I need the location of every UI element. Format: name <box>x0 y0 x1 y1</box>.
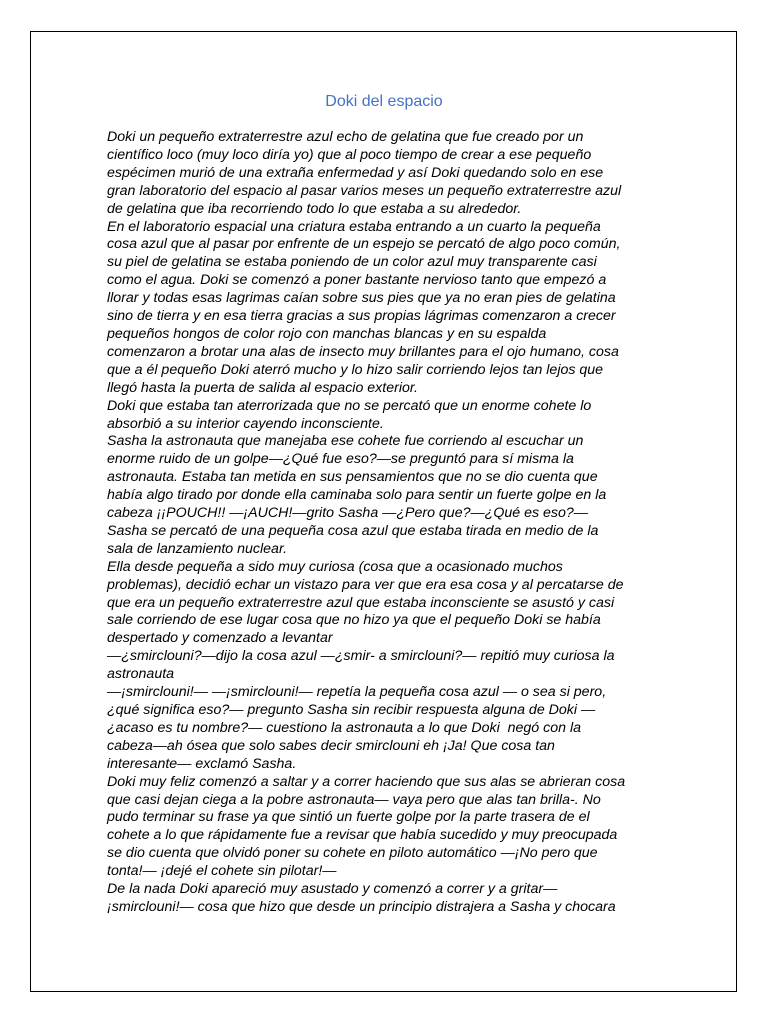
text-line: que casi dejan ciega a la pobre astronauta— vaya pero que alas tan brilla-. No <box>107 791 601 808</box>
text-line: interesante— exclamó Sasha. <box>107 755 297 772</box>
document-body <box>107 129 667 917</box>
text-line: absorbió a su interior cayendo inconsciente. <box>107 415 384 432</box>
text-line: Doki que estaba tan aterrorizada que no se percató que un enorme cohete lo <box>107 397 592 414</box>
text-line: cabeza—ah ósea que solo sabes decir smirclouni eh ¡Ja! Que cosa tan <box>107 737 555 754</box>
text-line: cohete a lo que rápidamente fue a revisar que había sucedido y muy preocupada <box>107 827 618 844</box>
text-line: tonta!— ¡dejé el cohete sin pilotar!— <box>107 863 337 880</box>
text-line: En el laboratorio espacial una criatura estaba entrando a un cuarto la pequeña <box>107 218 601 235</box>
text-line: comenzaron a brotar una alas de insecto muy brillantes para el ojo humano, cosa <box>107 343 619 360</box>
text-line: llegó hasta la puerta de salida al espacio exterior. <box>107 379 419 396</box>
text-line: enorme ruido de un golpe—¿Qué fue eso?—se preguntó para sí misma la <box>107 451 574 468</box>
text-line: Doki un pequeño extraterrestre azul echo de gelatina que fue creado por un <box>107 129 584 145</box>
text-line: sala de lanzamiento nuclear. <box>107 540 288 557</box>
text-line: —¿smirclouni?—dijo la cosa azul —¿smir- a smirclouni?— repitió muy curiosa la <box>107 648 615 665</box>
text-line: como el agua. Doki se comenzó a poner bastante nervioso tanto que empezó a <box>107 272 607 289</box>
document-title: Doki del espacio <box>325 93 443 110</box>
text-line: astronauta. Estaba tan metida en sus pensamientos que no se dio cuenta que <box>107 469 598 486</box>
text-line: que era un pequeño extraterrestre azul que estaba inconsciente se asustó y casi <box>107 594 615 611</box>
text-line: astronauta <box>107 666 175 683</box>
text-line: sino de tierra y en esa tierra gracias a sus propias lágrimas comenzaron a crecer <box>107 308 616 325</box>
text-line: llorar y todas esas lagrimas caían sobre sus pies que ya no eran pies de gelatina <box>107 290 616 307</box>
text-line: De la nada Doki apareció muy asustado y comenzó a correr y a gritar— <box>107 881 558 898</box>
text-line: cabeza ¡¡POUCH!! —¡AUCH!—grito Sasha —¿Pero que?—¿Qué es eso?— <box>107 505 588 522</box>
text-line: pudo terminar su frase ya que sintió un fuerte golpe por la parte trasera de el <box>107 809 590 826</box>
text-line: Ella desde pequeña a sido muy curiosa (cosa que a ocasionado muchos <box>107 558 563 575</box>
text-line: espécimen murió de una extraña enfermedad y así Doki quedando solo en ese <box>107 164 604 181</box>
text-line: de gelatina que iba recorriendo todo lo que estaba a su alrededor. <box>107 200 522 217</box>
text-line: había algo tirado por donde ella caminaba solo para sentir un fuerte golpe en la <box>107 487 607 504</box>
text-line: cosa azul que al pasar por enfrente de un espejo se percató de algo poco común, <box>107 236 621 253</box>
text-line: ¿qué significa eso?— pregunto Sasha sin recibir respuesta alguna de Doki — <box>107 702 596 718</box>
text-line: Doki muy feliz comenzó a saltar y a correr haciendo que sus alas se abrieran cosa <box>107 773 626 790</box>
text-line: gran laboratorio del espacio al pasar varios meses un pequeño extraterrestre azul <box>107 182 622 199</box>
text-line: despertado y comenzado a levantar <box>107 630 333 647</box>
text-line: sale corriendo de ese lugar cosa que no hizo ya que el pequeño Doki se había <box>107 612 601 629</box>
text-line: científico loco (muy loco diría yo) que al poco tiempo de crear a ese pequeño <box>107 146 592 163</box>
text-line: —¡smirclouni!— —¡smirclouni!— repetía la pequeña cosa azul — o sea si pero, <box>107 684 607 701</box>
text-line: Sasha la astronauta que manejaba ese cohete fue corriendo al escuchar un <box>107 433 584 450</box>
text-line: se dio cuenta que olvidó poner su cohete en piloto automático —¡No pero que <box>107 845 598 862</box>
text-line: su piel de gelatina se estaba poniendo de un color azul muy transparente casi <box>107 254 597 271</box>
text-line: ¡smirclouni!— cosa que hizo que desde un principio distrajera a Sasha y chocara <box>107 898 616 915</box>
text-line: ¿acaso es tu nombre?— cuestiono la astronauta a lo que Doki negó con la <box>107 719 581 736</box>
text-line: pequeños hongos de color rojo con manchas blancas y en su espalda <box>107 325 547 342</box>
text-line: problemas), decidió echar un vistazo para ver que era esa cosa y al percatarse de <box>107 576 624 593</box>
text-line: Sasha se percató de una pequeña cosa azul que estaba tirada en medio de la <box>107 522 599 539</box>
text-line: que a él pequeño Doki aterró mucho y lo hizo salir corriendo lejos tan lejos que <box>107 361 604 378</box>
